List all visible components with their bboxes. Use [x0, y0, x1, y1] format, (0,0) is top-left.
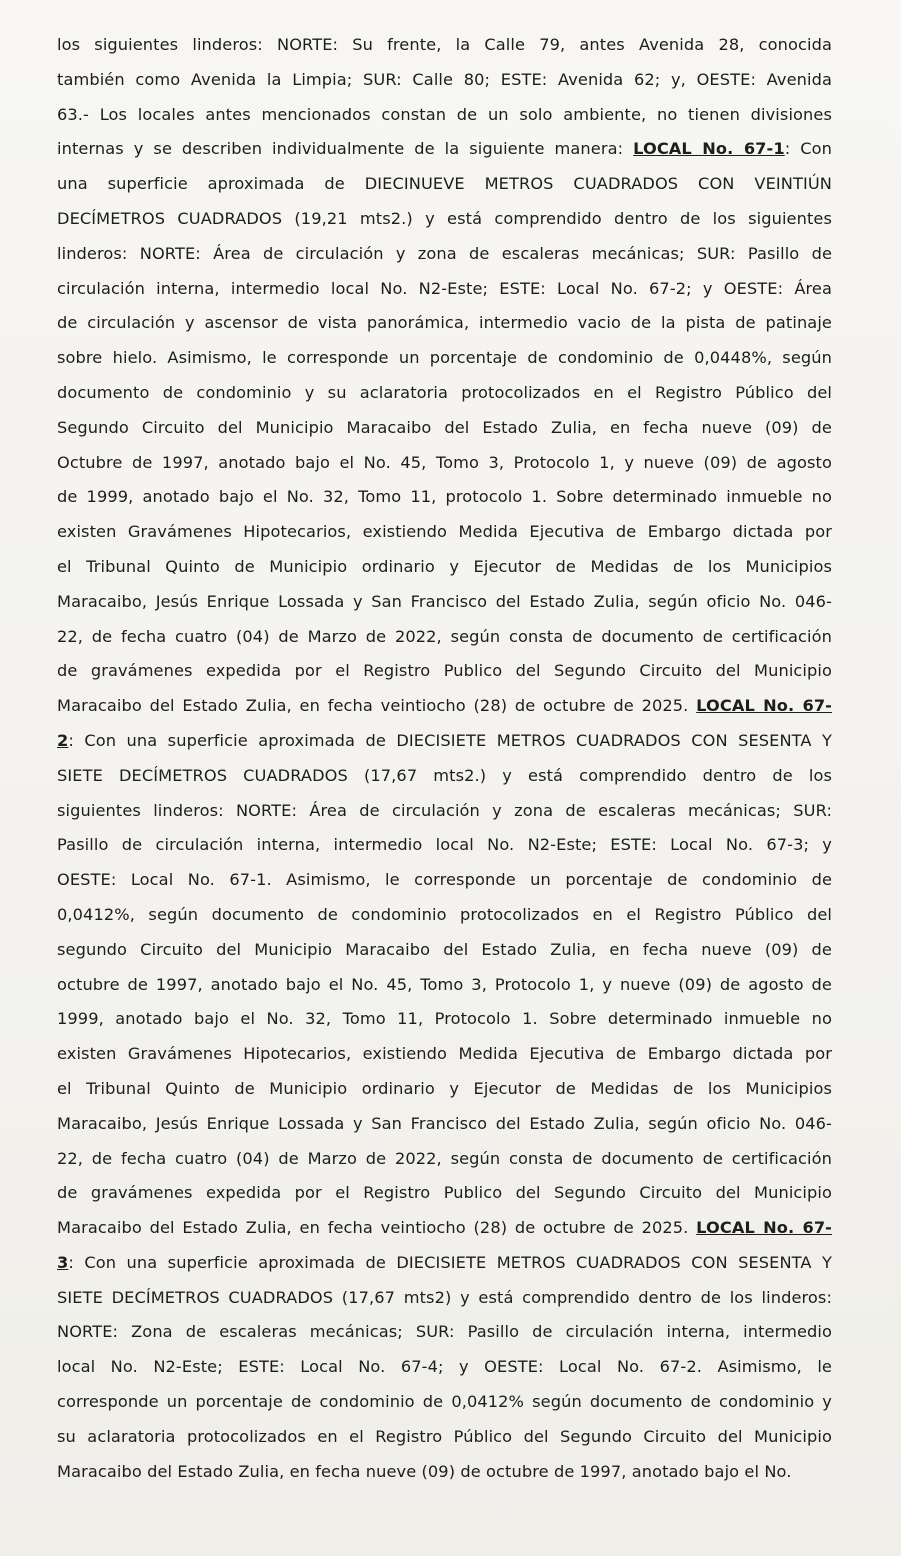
text-segment: de circulación y ascensor de vista panorámica, intermedio vacio de la pista de patinaje: [57, 313, 832, 333]
text-segment: de gravámenes expedida por el Registro Publico del Segundo Circuito del Municipio: [57, 1183, 832, 1203]
text-line: [57, 167, 832, 202]
text-segment: 63.- Los locales antes mencionados constan de un solo ambiente, no tienen divisiones: [57, 104, 832, 124]
text-line: [57, 1142, 832, 1177]
text-segment: octubre de 1997, anotado bajo el No. 45, Tomo 3, Protocolo 1, y nueve (09) de agosto de: [57, 974, 832, 994]
text-line: [57, 1385, 832, 1420]
text-line: [57, 1246, 832, 1281]
text-segment: siguientes linderos: NORTE: Área de circulación y zona de escaleras mecánicas; SUR:: [57, 800, 832, 820]
text-segment: Maracaibo del Estado Zulia, en fecha nueve (09) de octubre de 1997, anotado bajo el No.: [57, 1461, 792, 1481]
text-line: [57, 898, 832, 933]
text-line: [57, 933, 832, 968]
text-line: [57, 1176, 832, 1211]
text-segment: documento de condominio y su aclaratoria protocolizados en el Registro Público del: [57, 382, 832, 402]
text-line: [57, 98, 832, 133]
local-heading: LOCAL No. 67-: [696, 696, 832, 716]
text-line: [57, 689, 832, 724]
text-segment: 1999, anotado bajo el No. 32, Tomo 11, Protocolo 1. Sobre determinado inmueble no: [57, 1009, 832, 1029]
text-line: [57, 1072, 832, 1107]
text-line: [57, 411, 832, 446]
text-line: [57, 132, 832, 167]
text-line: [57, 341, 832, 376]
text-segment: el Tribunal Quinto de Municipio ordinario y Ejecutor de Medidas de los Municipios: [57, 556, 832, 576]
text-segment: : Con una superficie aproximada de DIECISIETE METROS CUADRADOS CON SESENTA Y: [68, 1252, 832, 1272]
text-line: [57, 376, 832, 411]
text-line: [57, 1281, 832, 1316]
text-line: [57, 306, 832, 341]
text-segment: una superficie aproximada de DIECINUEVE METROS CUADRADOS CON VEINTIÚN: [57, 174, 832, 194]
text-line: [57, 28, 832, 63]
text-segment: existen Gravámenes Hipotecarios, existiendo Medida Ejecutiva de Embargo dictada por: [57, 1044, 832, 1064]
local-heading: LOCAL No. 67-1: [633, 139, 785, 159]
text-segment: también como Avenida la Limpia; SUR: Calle 80; ESTE: Avenida 62; y, OESTE: Avenida: [57, 69, 832, 89]
text-segment: linderos: NORTE: Área de circulación y zona de escaleras mecánicas; SUR: Pasillo de: [57, 243, 832, 263]
text-line: [57, 585, 832, 620]
text-line: [57, 1315, 832, 1350]
text-segment: circulación interna, intermedio local No. N2-Este; ESTE: Local No. 67-2; y OESTE: Área: [57, 278, 832, 298]
text-segment: internas y se describen individualmente de la siguiente manera:: [57, 139, 634, 159]
text-segment: DECÍMETROS CUADRADOS (19,21 mts2.) y está comprendido dentro de los siguientes: [57, 208, 832, 228]
text-line: [57, 515, 832, 550]
document-body: [57, 28, 832, 1489]
text-line: [57, 759, 832, 794]
text-segment: 22, de fecha cuatro (04) de Marzo de 2022, según consta de documento de certificación: [57, 1148, 832, 1168]
text-segment: Segundo Circuito del Municipio Maracaibo del Estado Zulia, en fecha nueve (09) de: [57, 417, 832, 437]
text-line: [57, 1420, 832, 1455]
text-segment: : Con: [784, 139, 832, 159]
text-line: [57, 1455, 832, 1490]
text-segment: Octubre de 1997, anotado bajo el No. 45, Tomo 3, Protocolo 1, y nueve (09) de agosto: [57, 452, 832, 472]
local-heading: 3: [57, 1252, 69, 1272]
text-segment: Maracaibo, Jesús Enrique Lossada y San Francisco del Estado Zulia, según oficio No. 046-: [57, 1113, 832, 1133]
local-heading: LOCAL No. 67-: [696, 1218, 832, 1238]
text-line: [57, 550, 832, 585]
text-segment: segundo Circuito del Municipio Maracaibo del Estado Zulia, en fecha nueve (09) de: [57, 939, 832, 959]
text-segment: SIETE DECÍMETROS CUADRADOS (17,67 mts2.) y está comprendido dentro de los: [57, 765, 832, 785]
text-line: [57, 63, 832, 98]
text-segment: corresponde un porcentaje de condominio de 0,0412% según documento de condominio y: [57, 1392, 832, 1412]
text-line: [57, 1211, 832, 1246]
text-segment: Maracaibo del Estado Zulia, en fecha veintiocho (28) de octubre de 2025.: [57, 696, 697, 716]
text-line: [57, 1002, 832, 1037]
text-line: [57, 446, 832, 481]
text-segment: 22, de fecha cuatro (04) de Marzo de 2022, según consta de documento de certificación: [57, 626, 832, 646]
text-line: [57, 1350, 832, 1385]
text-line: [57, 654, 832, 689]
text-segment: existen Gravámenes Hipotecarios, existiendo Medida Ejecutiva de Embargo dictada por: [57, 522, 832, 542]
text-line: [57, 828, 832, 863]
text-segment: Maracaibo del Estado Zulia, en fecha veintiocho (28) de octubre de 2025.: [57, 1218, 697, 1238]
text-segment: SIETE DECÍMETROS CUADRADOS (17,67 mts2) y está comprendido dentro de los linderos:: [57, 1287, 832, 1307]
text-segment: los siguientes linderos: NORTE: Su frente, la Calle 79, antes Avenida 28, conocida: [57, 35, 832, 54]
text-line: [57, 863, 832, 898]
text-segment: 0,0412%, según documento de condominio protocolizados en el Registro Público del: [57, 904, 832, 924]
text-line: [57, 724, 832, 759]
text-segment: su aclaratoria protocolizados en el Registro Público del Segundo Circuito del Municipio: [57, 1426, 832, 1446]
text-segment: OESTE: Local No. 67-1. Asimismo, le corresponde un porcentaje de condominio de: [57, 870, 832, 890]
text-segment: Pasillo de circulación interna, intermedio local No. N2-Este; ESTE: Local No. 67-3; y: [57, 835, 832, 855]
text-segment: sobre hielo. Asimismo, le corresponde un porcentaje de condominio de 0,0448%, según: [57, 348, 832, 368]
text-segment: NORTE: Zona de escaleras mecánicas; SUR: Pasillo de circulación interna, intermedio: [57, 1322, 832, 1342]
text-segment: local No. N2-Este; ESTE: Local No. 67-4; y OESTE: Local No. 67-2. Asimismo, le: [57, 1357, 832, 1377]
text-line: [57, 237, 832, 272]
local-heading: 2: [57, 730, 69, 750]
text-segment: de 1999, anotado bajo el No. 32, Tomo 11, protocolo 1. Sobre determinado inmueble no: [57, 487, 832, 507]
text-line: [57, 202, 832, 237]
text-line: [57, 794, 832, 829]
text-line: [57, 1037, 832, 1072]
text-segment: Maracaibo, Jesús Enrique Lossada y San Francisco del Estado Zulia, según oficio No. 046-: [57, 591, 832, 611]
text-line: [57, 272, 832, 307]
text-segment: de gravámenes expedida por el Registro Publico del Segundo Circuito del Municipio: [57, 661, 832, 681]
text-line: [57, 620, 832, 655]
text-segment: el Tribunal Quinto de Municipio ordinario y Ejecutor de Medidas de los Municipios: [57, 1078, 832, 1098]
text-segment: : Con una superficie aproximada de DIECISIETE METROS CUADRADOS CON SESENTA Y: [68, 730, 832, 750]
text-line: [57, 1107, 832, 1142]
text-line: [57, 968, 832, 1003]
text-line: [57, 480, 832, 515]
